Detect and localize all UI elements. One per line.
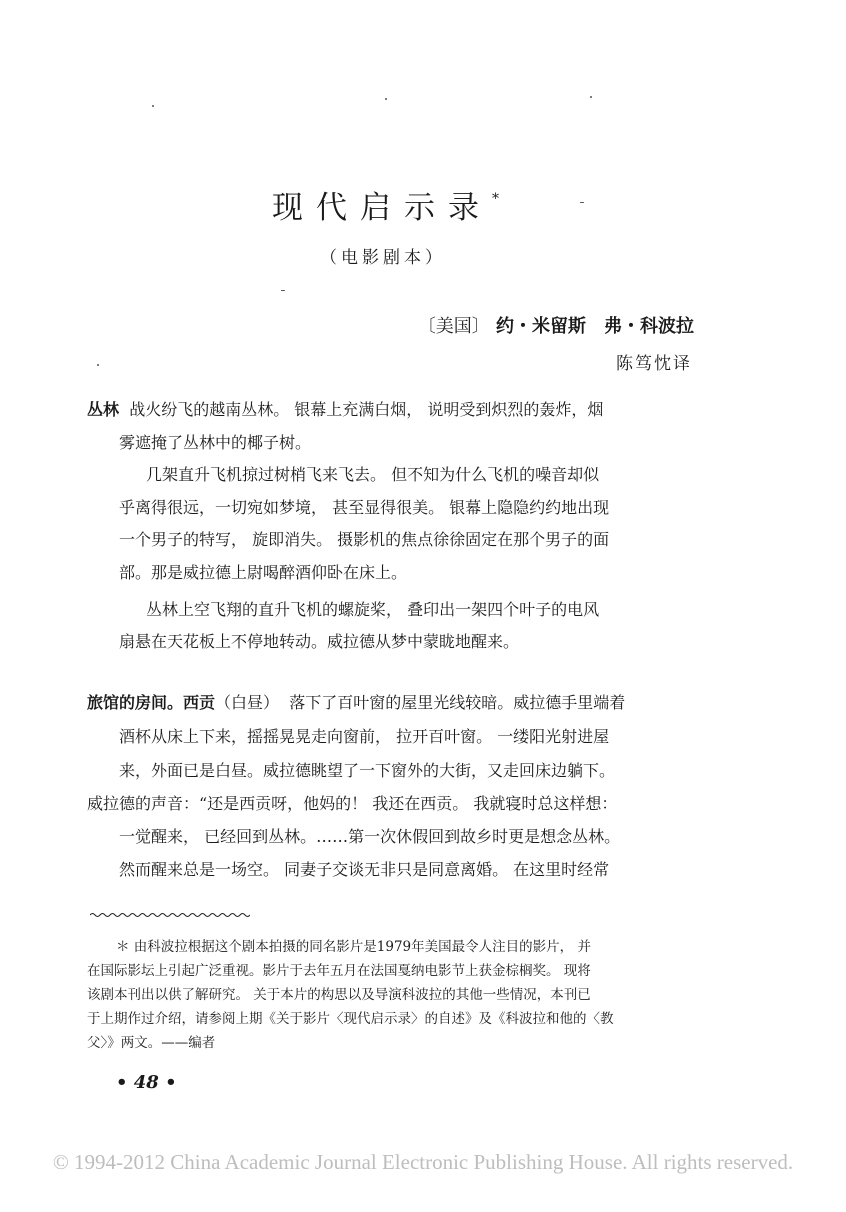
scene-paragraph-line: 一个男子的特写， 旋即消失。 摄影机的焦点徐徐固定在那个男子的面 xyxy=(119,530,610,549)
scene-paragraph-line: 酒杯从床上下来，摇摇晃晃走向窗前， 拉开百叶窗。 一缕阳光射进屋 xyxy=(119,727,610,746)
title-footnote-mark: * xyxy=(492,190,499,207)
scene-paragraph-line: 乎离得很远，一切宛如梦境， 甚至显得很美。 银幕上隐隐约约地出现 xyxy=(119,498,610,517)
scan-speck xyxy=(97,364,99,366)
author-nationality: 〔美国〕 xyxy=(417,316,490,337)
scene-heading: 旅馆的房间。西贡 xyxy=(87,693,216,712)
page-number: • 48 • xyxy=(116,1072,177,1093)
scene-paragraph-line: 部。那是威拉德上尉喝醉酒仰卧在床上。 xyxy=(119,563,408,582)
scan-speck xyxy=(590,96,592,98)
scan-speck xyxy=(580,202,584,203)
article-subtitle: （电影剧本） xyxy=(320,248,446,268)
author-line xyxy=(418,312,694,338)
scene-heading-note: （白昼） xyxy=(215,693,280,712)
footnote-line: 该剧本刊出以供了解研究。 关于本片的构思以及导演科波拉的其他一些情况，本刊已 xyxy=(87,987,591,1003)
scan-speck xyxy=(152,105,154,107)
scene-paragraph-line: 一觉醒来， 已经回到丛林。……第一次休假回到故乡时更是想念丛林。 xyxy=(119,827,621,846)
copyright-footer: © 1994-2012 China Academic Journal Electronic Publishing House. All rights reserved. xyxy=(52,1150,794,1174)
scan-speck xyxy=(281,290,285,291)
scene-paragraph-line: 丛林上空飞翔的直升飞机的螺旋桨， 叠印出一架四个叶子的电风 xyxy=(146,600,600,619)
translator-line: 陈笃忱译 xyxy=(616,354,692,374)
scene-paragraph-line: 来，外面已是白昼。威拉德眺望了一下窗外的大街，又走回床边躺下。 xyxy=(119,761,616,780)
author-names: 约・米留斯 弗・科波拉 xyxy=(496,316,694,337)
scene-paragraph-line: 旅馆的房间。西贡（白昼） 落下了百叶窗的屋里光线较暗。威拉德手里端着 xyxy=(87,693,626,712)
footnote-line: ＊ 由科波拉根据这个剧本拍摄的同名影片是1979年美国最令人注目的影片， 并 xyxy=(116,939,591,955)
footnote-separator xyxy=(90,912,250,918)
scene-heading: 丛林 xyxy=(87,400,120,419)
footnote-line: 父〉》两文。——编者 xyxy=(87,1035,216,1051)
article-title: 现代启示录* xyxy=(272,190,499,226)
scene-paragraph-line: 丛林 战火纷飞的越南丛林。 银幕上充满白烟， 说明受到炽烈的轰炸，烟 xyxy=(87,400,604,419)
footnote-line: 在国际影坛上引起广泛重视。影片于去年五月在法国戛纳电影节上获金棕榈奖。 现将 xyxy=(87,963,591,979)
scene-paragraph-line: 扇悬在天花板上不停地转动。威拉德从梦中蒙眬地醒来。 xyxy=(119,632,520,651)
scan-speck xyxy=(385,98,387,100)
scene-paragraph-line: 雾遮掩了丛林中的椰子树。 xyxy=(119,433,312,452)
scene-paragraph-line: 威拉德的声音：“还是西贡呀，他妈的！ 我还在西贡。 我就寝时总这样想： xyxy=(87,794,618,813)
scene-paragraph-line: 然而醒来总是一场空。 同妻子交谈无非只是同意离婚。 在这里时经常 xyxy=(119,860,610,879)
footnote-line: 于上期作过介绍，请参阅上期《关于影片〈现代启示录〉的自述》及《科波拉和他的〈教 xyxy=(87,1011,614,1027)
scene-paragraph-line: 几架直升飞机掠过树梢飞来飞去。 但不知为什么飞机的噪音却似 xyxy=(146,465,600,484)
